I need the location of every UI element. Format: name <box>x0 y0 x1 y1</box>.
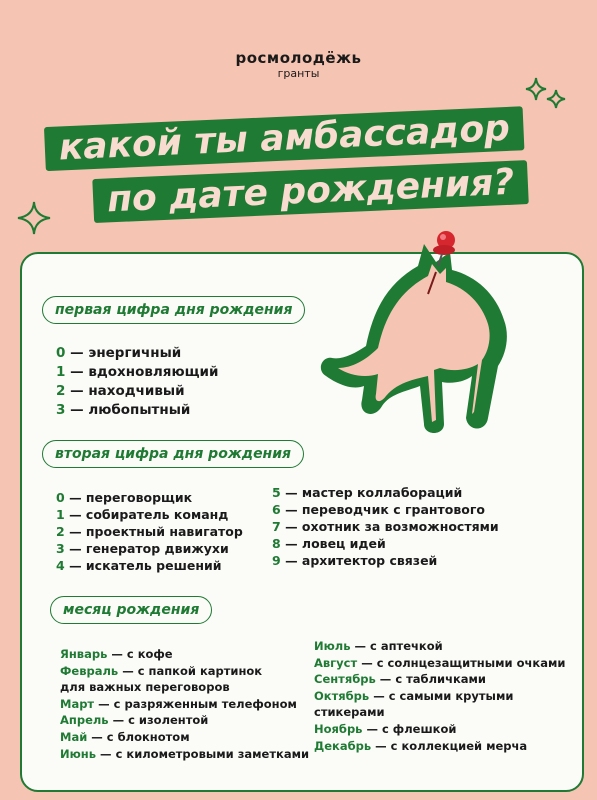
list-item: 4 — искатель решений <box>56 558 222 573</box>
list-item: Апрель — с изолентой <box>60 713 209 728</box>
second-digit-list-right <box>272 484 499 569</box>
list-item: Август — с солнцезащитными очками <box>314 655 566 670</box>
section-second-digit-label: вторая цифра дня рождения <box>42 440 304 468</box>
list-item: 3 — любопытный <box>56 402 191 418</box>
birth-month-list-left <box>60 646 309 762</box>
list-item: стикерами <box>314 705 385 720</box>
headline-line-2: по дате рождения? <box>92 160 529 223</box>
list-item: Июнь — с километровыми заметками <box>60 746 310 761</box>
first-digit-list <box>56 344 218 420</box>
list-item: 6 — переводчик с грантового <box>272 502 485 517</box>
list-item: 0 — энергичный <box>56 345 182 361</box>
list-item: 3 — генератор движухи <box>56 541 229 556</box>
list-item: Сентябрь — с табличками <box>314 672 486 687</box>
list-item: для важных переговоров <box>60 680 230 695</box>
list-item: Ноябрь — с флешкой <box>314 721 457 736</box>
second-digit-list-left <box>56 489 243 574</box>
list-item: 5 — мастер коллабораций <box>272 485 463 500</box>
list-item: 0 — переговорщик <box>56 490 193 505</box>
list-item: 2 — находчивый <box>56 383 185 399</box>
section-first-digit-label: первая цифра дня рождения <box>42 296 305 324</box>
list-item: Июль — с аптечкой <box>314 639 443 653</box>
brand-subtitle: гранты <box>277 67 320 80</box>
push-pin-icon <box>428 228 462 268</box>
list-item: 8 — ловец идей <box>272 536 386 551</box>
horse-figure-icon <box>300 236 530 436</box>
list-item: 9 — архитектор связей <box>272 553 438 568</box>
list-item: 7 — охотник за возможностями <box>272 519 499 534</box>
list-item: Март — с разряженным телефоном <box>60 696 297 711</box>
list-item: 1 — вдохновляющий <box>56 364 219 380</box>
list-item: Февраль — с папкой картинок <box>60 663 263 678</box>
brand-logo <box>0 50 597 80</box>
brand-name: росмолодёжь <box>235 49 362 67</box>
list-item: Январь — с кофе <box>60 647 173 661</box>
list-item: 1 — собиратель команд <box>56 507 229 522</box>
list-item: Май — с блокнотом <box>60 729 190 744</box>
section-birth-month-label: месяц рождения <box>50 596 212 624</box>
birth-month-list-right <box>314 638 565 754</box>
headline <box>44 101 556 235</box>
list-item: Октябрь — с самыми крутыми <box>314 688 514 703</box>
list-item: Декабрь — с коллекцией мерча <box>314 738 528 753</box>
headline-line-1: какой ты амбассадор <box>44 106 525 171</box>
list-item: 2 — проектный навигатор <box>56 524 243 539</box>
